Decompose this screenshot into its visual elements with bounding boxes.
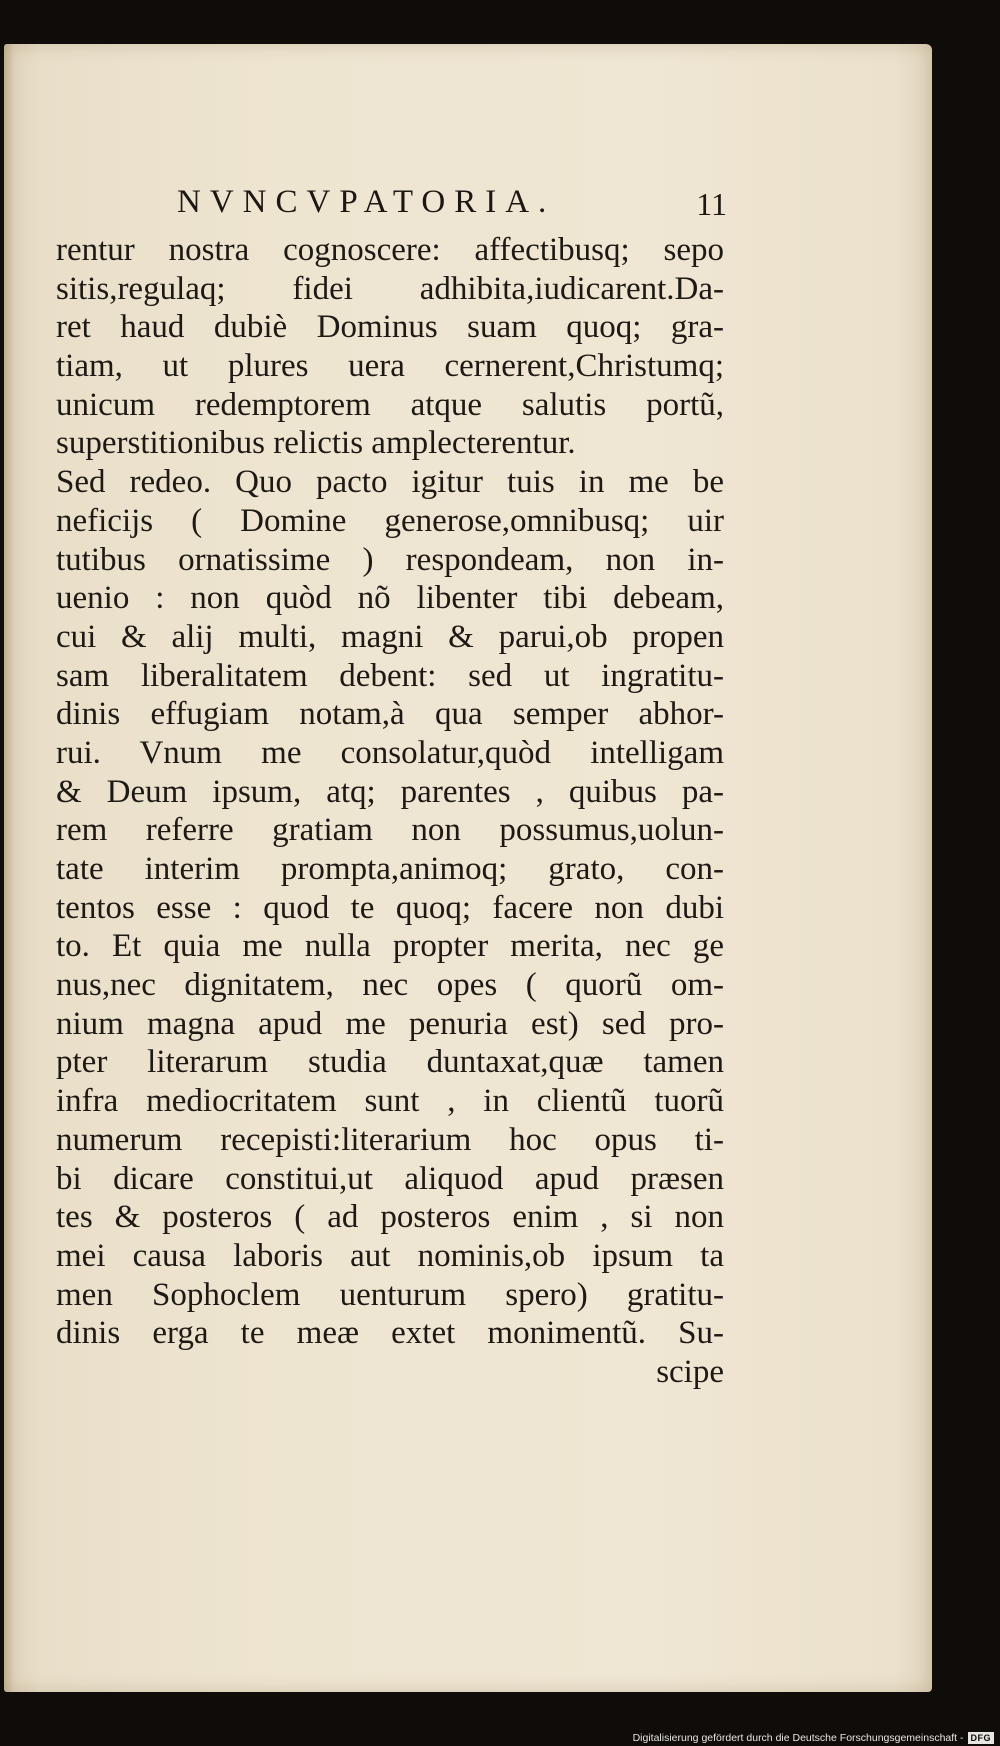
text-line: ret haud dubiè Dominus suam quoq; gra-	[56, 309, 724, 346]
footer-credit-bar	[633, 1730, 1000, 1746]
text-line: nium magna apud me penuria est) sed pro-	[56, 1005, 724, 1042]
text-line: bi dicare constitui,ut aliquod apud præsen	[56, 1160, 724, 1197]
text-line: numerum recepisti:literarium hoc opus ti-	[56, 1121, 724, 1158]
text-line: dinis erga te meæ extet monimentũ. Su-	[56, 1315, 724, 1352]
funding-credit: Digitalisierung gefördert durch die Deutsche Forschungsgemeinschaft -	[632, 1732, 964, 1744]
page-header	[177, 184, 737, 234]
text-line: rem referre gratiam non possumus,uolun-	[56, 812, 724, 849]
text-line: superstitionibus relictis amplecterentur.	[56, 425, 576, 462]
body-text	[56, 231, 724, 1392]
text-line: tentos esse : quod te quoq; facere non dubi	[56, 889, 724, 926]
text-line: rui. Vnum me consolatur,quòd intelligam	[56, 734, 724, 771]
text-line: to. Et quia me nulla propter merita, nec ge	[56, 928, 724, 965]
text-line: Sed redeo. Quo pacto igitur tuis in me be	[56, 464, 724, 501]
text-line: uenio : non quòd nõ libenter tibi debeam,	[56, 580, 724, 617]
running-head: NVNCVPATORIA.	[177, 184, 556, 220]
text-line: rentur nostra cognoscere: affectibusq; sepo	[56, 232, 724, 268]
text-line: tes & posteros ( ad posteros enim , si non	[56, 1199, 724, 1236]
text-line: & Deum ipsum, atq; parentes , quibus pa-	[56, 773, 724, 810]
text-line: nus,nec dignitatem, nec opes ( quorũ om-	[56, 967, 724, 1004]
text-line: men Sophoclem uenturum spero) gratitu-	[56, 1276, 724, 1313]
page-number: 11	[696, 186, 727, 222]
text-line: infra mediocritatem sunt , in clientũ tuorũ	[56, 1083, 724, 1120]
text-line: unicum redemptorem atque salutis portũ,	[56, 386, 724, 423]
text-line: mei causa laboris aut nominis,ob ipsum ta	[56, 1237, 724, 1274]
catchword: scipe	[656, 1353, 724, 1390]
text-line: tate interim prompta,animoq; grato, con-	[56, 851, 724, 887]
text-line: dinis effugiam notam,à qua semper abhor-	[56, 696, 724, 733]
book-page	[4, 44, 932, 1692]
text-line: neficijs ( Domine generose,omnibusq; uir	[56, 502, 724, 539]
text-line: pter literarum studia duntaxat,quæ tamen	[56, 1044, 724, 1081]
text-line: tutibus ornatissime ) respondeam, non in-	[56, 541, 724, 578]
page-edge-shadow	[4, 44, 14, 1692]
text-line: cui & alij multi, magni & parui,ob propen	[56, 618, 724, 655]
text-line: sitis,regulaq; fidei adhibita,iudicarent.Da-	[56, 270, 724, 307]
text-line: sam liberalitatem debent: sed ut ingratitu-	[56, 657, 724, 694]
text-line: tiam, ut plures uera cernerent,Christumq;	[56, 348, 724, 385]
dfg-logo-icon: DFG	[968, 1732, 995, 1744]
